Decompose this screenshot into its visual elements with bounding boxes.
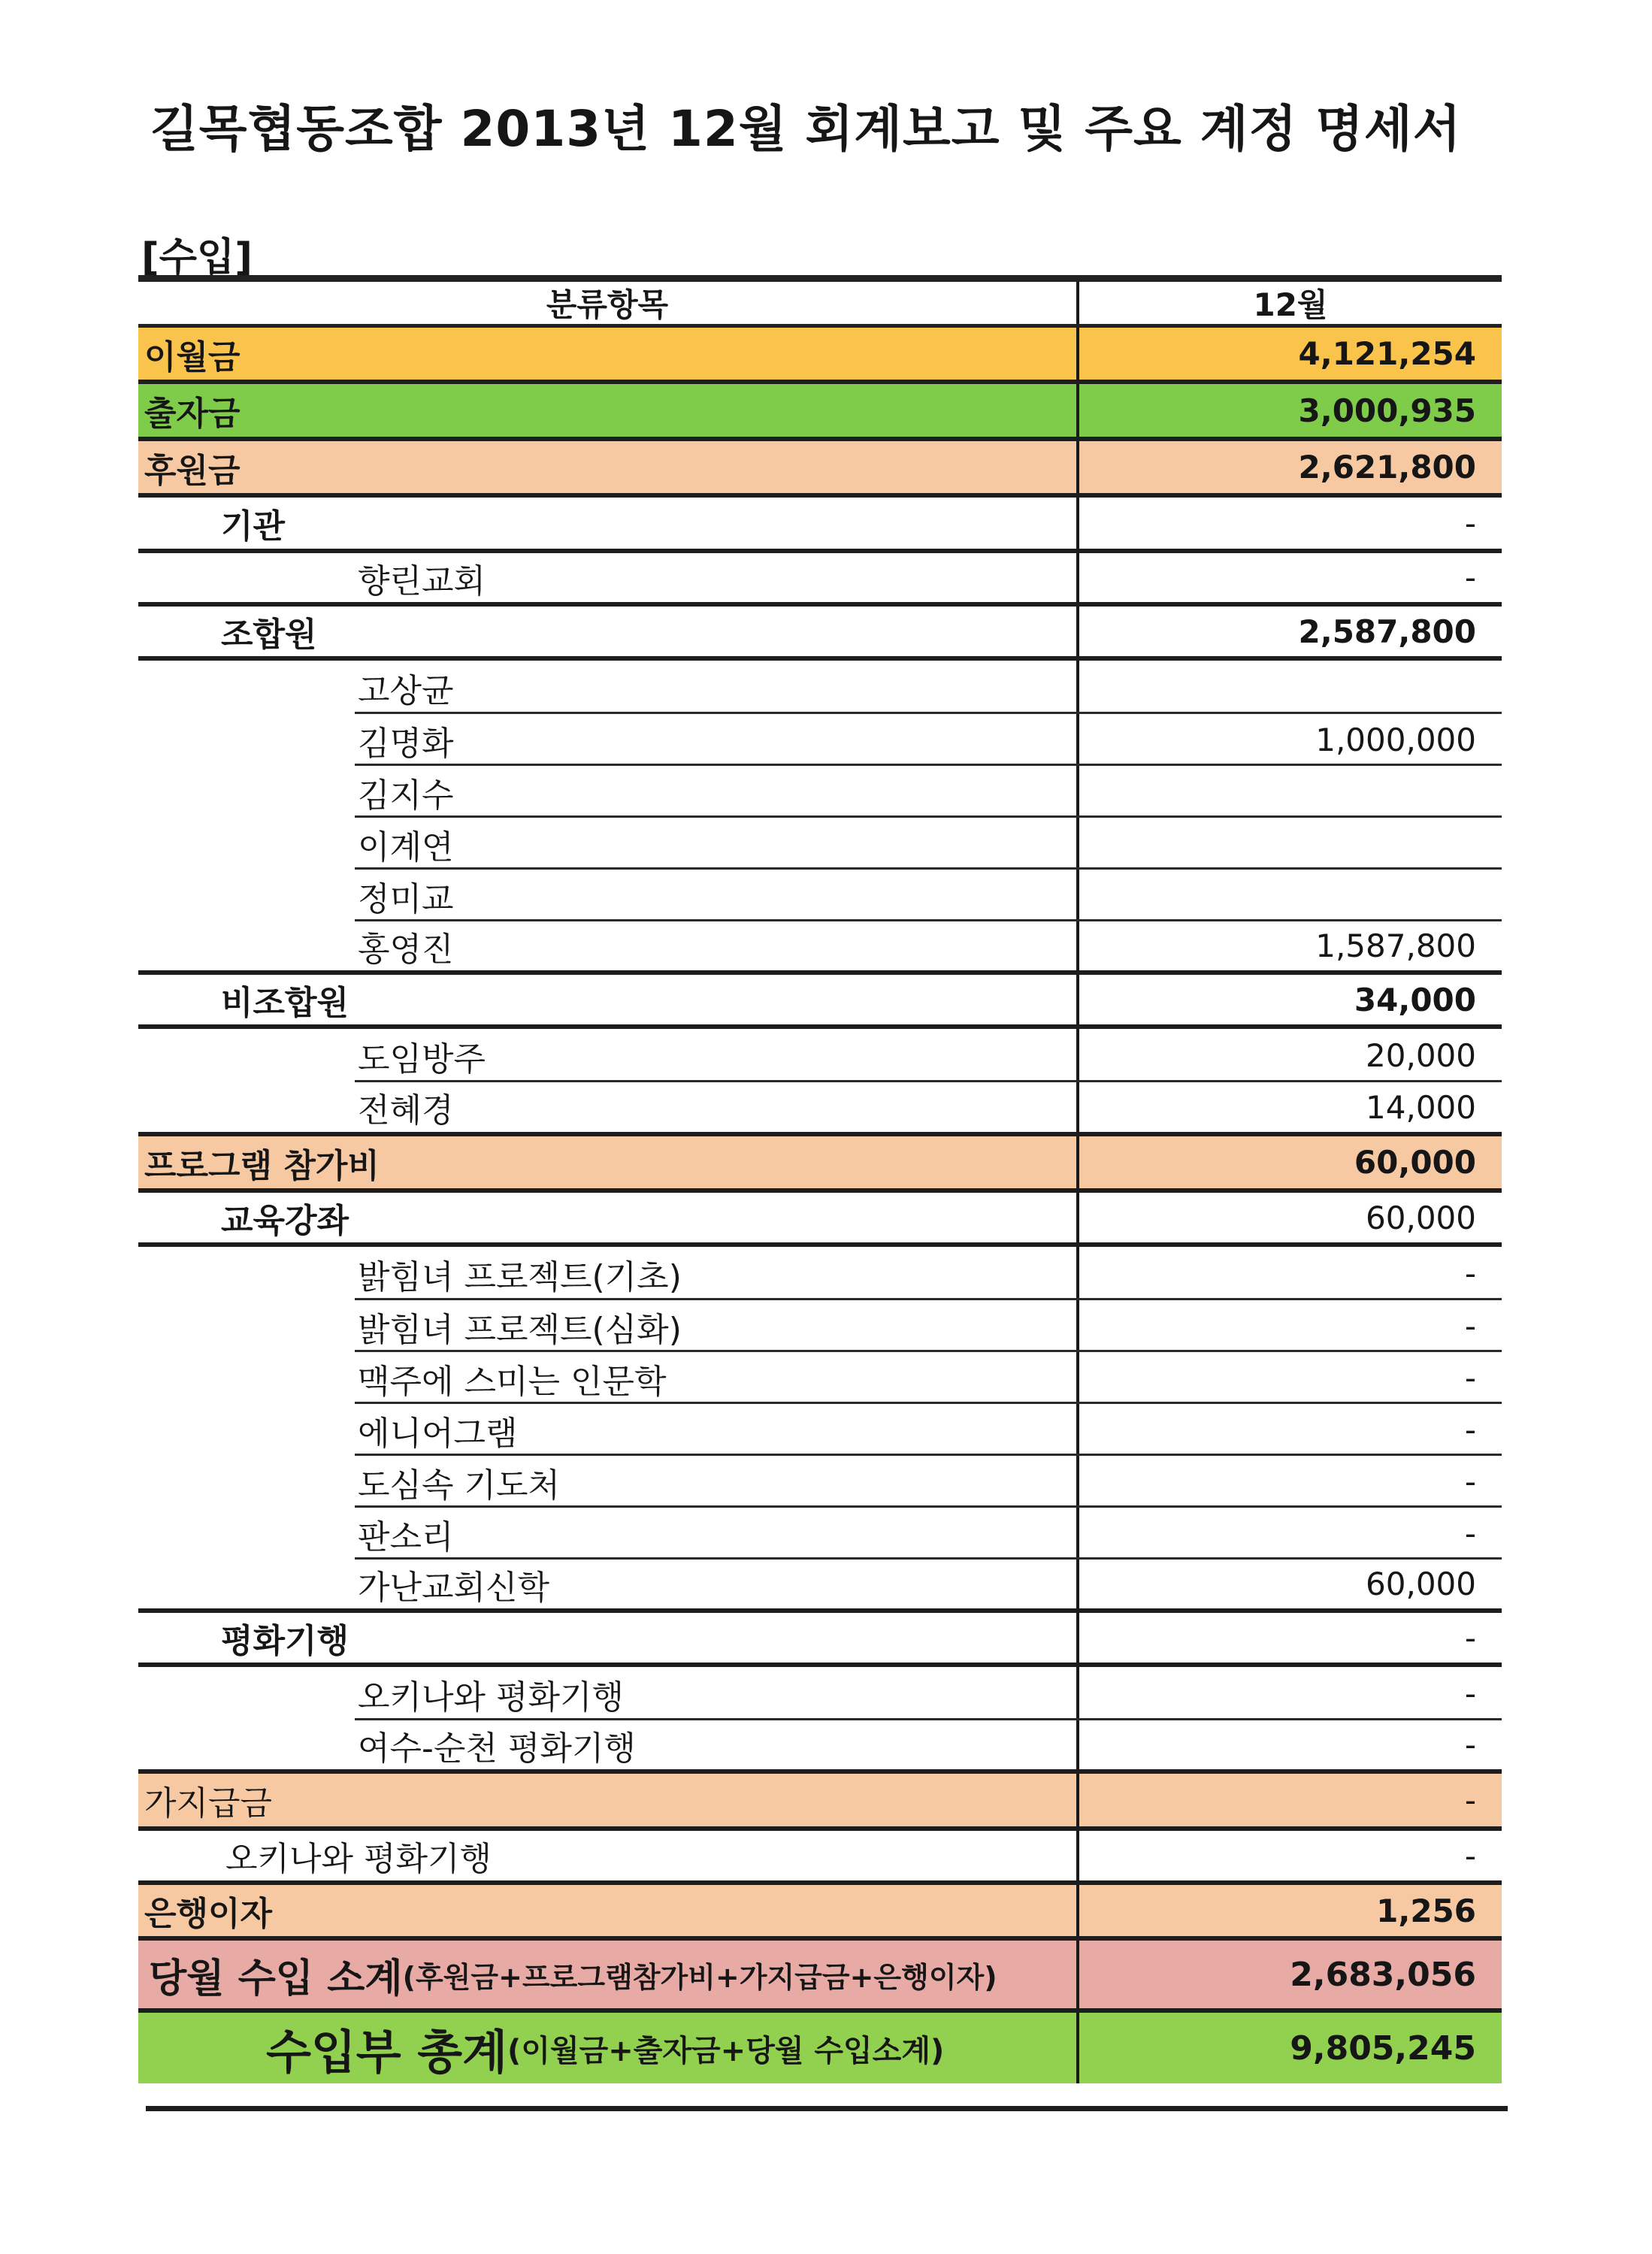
row-label: 도심속 기도처 (358, 1466, 561, 1505)
row-label: 이계연 (358, 827, 454, 867)
row-value: 1,000,000 (1076, 714, 1502, 766)
table-row-institution (138, 498, 1502, 553)
row-label: 김명화 (358, 724, 454, 763)
table-row-course (138, 1352, 1502, 1404)
subtotal-note: (후원금+프로그램참가비+가지급금+은행이자) (402, 1960, 997, 1994)
row-value (1076, 870, 1502, 921)
row-value: - (1076, 498, 1502, 549)
row-value (1076, 661, 1502, 714)
row-value: - (1076, 1667, 1502, 1720)
row-value: - (1076, 1720, 1502, 1769)
row-value: - (1076, 1613, 1502, 1663)
row-label: 가난교회신학 (358, 1568, 550, 1607)
row-value: 60,000 (1076, 1193, 1502, 1242)
row-label: 판소리 (358, 1517, 454, 1557)
table-row-carryover (138, 328, 1502, 384)
row-value: 34,000 (1076, 975, 1502, 1024)
row-label: 전혜경 (358, 1091, 454, 1130)
row-label: 조합원 (221, 616, 317, 654)
table-row-course (138, 1404, 1502, 1456)
row-label: 후원금 (144, 451, 241, 490)
row-value: 2,587,800 (1076, 607, 1502, 656)
row-label: 오키나와 평화기행 (225, 1840, 492, 1878)
page-title: 길목협동조합 2013년 12월 회계보고 및 주요 계정 명세서 (150, 100, 1462, 158)
subtotal-label-cell (138, 1941, 1076, 2008)
row-label: 밝힘녀 프로젝트(기초) (358, 1257, 682, 1296)
table-row-course (138, 1300, 1502, 1352)
table-row-member (138, 714, 1502, 766)
table-bottom-rule (146, 2106, 1508, 2111)
row-label: 도임방주 (358, 1039, 486, 1079)
grand-total-label: 수입부 총계 (266, 2024, 508, 2080)
table-row-course (138, 1247, 1502, 1300)
row-label: 고상균 (358, 671, 454, 710)
row-label: 교육강좌 (221, 1202, 349, 1240)
row-label: 가지급금 (144, 1784, 273, 1823)
table-row-member (138, 661, 1502, 714)
table-row-trip (138, 1667, 1502, 1720)
row-value (1076, 818, 1502, 870)
row-value: - (1076, 1831, 1502, 1880)
row-label: 정미교 (358, 879, 454, 918)
row-value: - (1076, 1247, 1502, 1300)
row-value: 14,000 (1076, 1082, 1502, 1132)
row-label: 은행이자 (144, 1895, 273, 1933)
row-value: 2,621,800 (1076, 441, 1502, 493)
row-value: 1,587,800 (1076, 921, 1502, 970)
table-row-member (138, 818, 1502, 870)
row-value: - (1076, 1774, 1502, 1826)
table-row-member (138, 766, 1502, 818)
row-value: - (1076, 1352, 1502, 1404)
table-row-education (138, 1193, 1502, 1247)
table-row-non-member (138, 1082, 1502, 1136)
table-row-member (138, 921, 1502, 975)
row-value: 1,256 (1076, 1885, 1502, 1936)
table-row-members (138, 607, 1502, 661)
header-category: 분류항목 (546, 286, 669, 323)
table-row-non-member (138, 1029, 1502, 1082)
grand-total-value: 9,805,245 (1076, 2013, 1502, 2083)
row-value: - (1076, 1508, 1502, 1560)
table-row-hyanglin-church (138, 553, 1502, 607)
table-row-advance-trip (138, 1831, 1502, 1885)
subtotal-value: 2,683,056 (1076, 1941, 1502, 2008)
row-label: 출자금 (144, 395, 241, 433)
table-row-program-fees (138, 1136, 1502, 1193)
row-value: - (1076, 1404, 1502, 1456)
row-value (1076, 766, 1502, 818)
row-value: - (1076, 553, 1502, 602)
row-value: 60,000 (1076, 1136, 1502, 1188)
row-value: - (1076, 1456, 1502, 1508)
row-label: 홍영진 (358, 930, 454, 969)
row-label: 평화기행 (221, 1622, 349, 1660)
row-label: 이월금 (144, 337, 241, 377)
row-value: - (1076, 1300, 1502, 1352)
table-row-course (138, 1456, 1502, 1508)
row-label: 오키나와 평화기행 (358, 1678, 625, 1717)
grand-total-label-cell (138, 2013, 1076, 2083)
row-label: 향린교회 (358, 561, 486, 601)
table-row-grand-total (138, 2013, 1502, 2083)
table-row-bank-interest (138, 1885, 1502, 1941)
table-row-member (138, 870, 1502, 921)
table-row-monthly-subtotal (138, 1941, 1502, 2013)
row-label: 밝힘녀 프로젝트(심화) (358, 1310, 682, 1349)
row-label: 여수-순천 평화기행 (358, 1729, 636, 1768)
row-label: 비조합원 (221, 984, 349, 1022)
table-row-course (138, 1508, 1502, 1560)
table-row-course (138, 1560, 1502, 1613)
row-value: 20,000 (1076, 1029, 1502, 1082)
table-row-advances (138, 1774, 1502, 1831)
row-label: 맥주에 스미는 인문학 (358, 1362, 667, 1401)
grand-total-note: (이월금+출자금+당월 수입소계) (507, 2033, 945, 2068)
row-value: 4,121,254 (1076, 328, 1502, 380)
table-row-trip (138, 1720, 1502, 1774)
table-row-investment (138, 384, 1502, 441)
row-value: 60,000 (1076, 1560, 1502, 1608)
row-label: 에니어그램 (358, 1414, 518, 1453)
subtotal-label: 당월 수입 소계 (149, 1956, 403, 2001)
row-label: 김지수 (358, 776, 454, 815)
table-header-row (138, 275, 1502, 328)
header-month: 12월 (1076, 282, 1502, 324)
table-row-donation (138, 441, 1502, 498)
table-row-non-members (138, 975, 1502, 1029)
section-heading-income: [수입] (141, 235, 253, 280)
row-label: 프로그램 참가비 (144, 1146, 380, 1185)
row-label: 기관 (221, 507, 286, 546)
row-value: 3,000,935 (1076, 384, 1502, 437)
income-table (138, 275, 1502, 2083)
table-row-peace-trips (138, 1613, 1502, 1667)
